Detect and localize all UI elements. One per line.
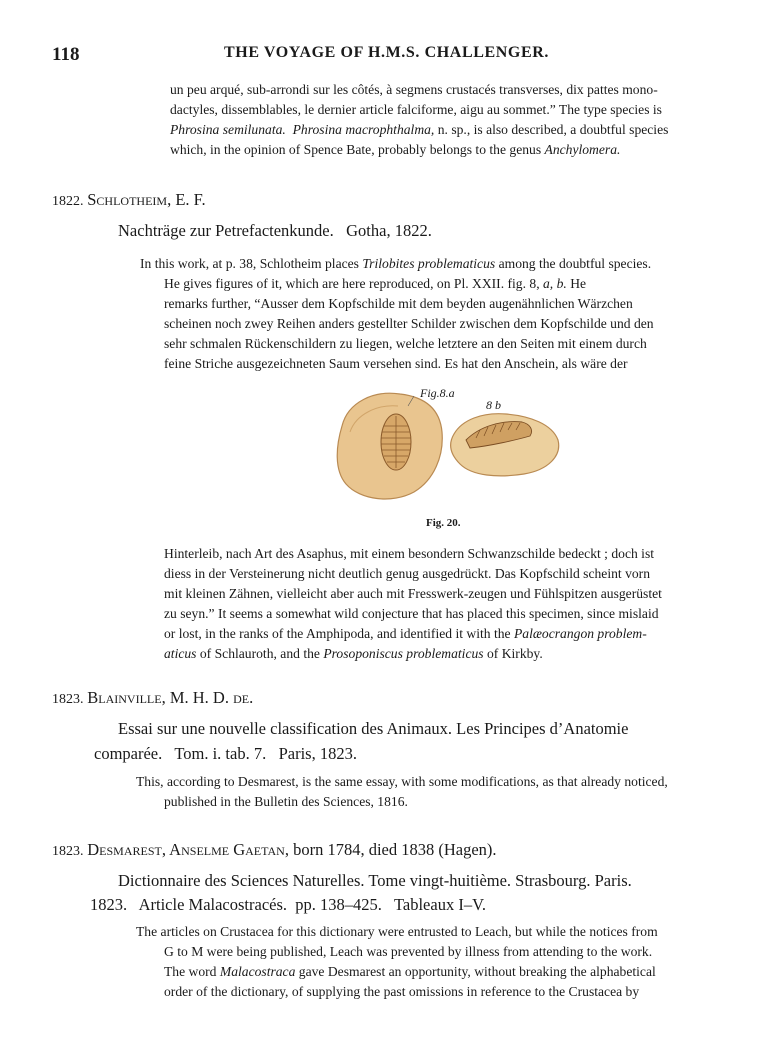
text-span: among the doubtful species. bbox=[495, 256, 652, 271]
entry-title bbox=[118, 716, 724, 741]
entry-author: Blainville, M. H. D. de. bbox=[87, 688, 254, 707]
text-line bbox=[164, 962, 726, 982]
text-span: which, in the opinion of Spence Bate, probably belongs to the genus bbox=[170, 142, 545, 157]
text-line: The articles on Crustacea for this dictionary were entrusted to Leach, but while the notices from bbox=[136, 924, 658, 939]
text-line: G to M were being published, Leach was prevented by illness from attending to the work. bbox=[164, 944, 653, 959]
text-line: feine Striche ausgezeichneten Saum versehen sind. Es hat den Anschein, als wäre der bbox=[164, 356, 628, 371]
text-line: un peu arqué, sub-arrondi sur les côtés, à segmens crustacés transverses, dix pattes mono- bbox=[170, 82, 658, 97]
entry-note-cont bbox=[164, 942, 726, 1002]
entry-title-cont: 1823. Article Malacostracés. pp. 138–425. Tableaux I–V. bbox=[90, 895, 486, 914]
entry-note bbox=[136, 922, 726, 942]
text-line bbox=[140, 254, 724, 274]
italic-text: Phrosina macrophthalma, bbox=[292, 122, 435, 137]
intro-paragraph bbox=[170, 80, 724, 160]
text-line bbox=[170, 140, 724, 160]
text-line: remarks further, “Ausser dem Kopfschilde mit dem beyden augenähnlichen Wärzchen bbox=[164, 296, 633, 311]
entry-author-dates: born 1784, died 1838 (Hagen). bbox=[288, 840, 497, 859]
text-span: of Schlauroth, and the bbox=[196, 646, 324, 661]
entry-heading-1823-desmarest bbox=[52, 840, 497, 860]
text-span: n. sp., is also described, a doubtful species bbox=[434, 122, 669, 137]
page-number: 118 bbox=[52, 44, 80, 65]
entry-author: Desmarest, Anselme Gaetan, bbox=[87, 840, 289, 859]
text-span: He bbox=[566, 276, 587, 291]
entry-paragraph-cont bbox=[164, 274, 724, 374]
text-line bbox=[164, 624, 724, 644]
entry-heading-1823-blainville bbox=[52, 688, 253, 708]
text-line: diess in der Versteinerung nicht deutlich genug ausgedrückt. Das Kopfschild scheint vorn bbox=[164, 566, 650, 581]
text-line bbox=[164, 274, 724, 294]
entry-heading-1822 bbox=[52, 190, 206, 210]
italic-text: aticus bbox=[164, 646, 197, 661]
running-title: THE VOYAGE OF H.M.S. CHALLENGER. bbox=[224, 44, 550, 61]
italic-text: Prosoponiscus problematicus bbox=[323, 646, 484, 661]
italic-text: Palæocrangon problem- bbox=[513, 626, 647, 641]
text-line: This, according to Desmarest, is the same essay, with some modifications, as that already noticed, bbox=[136, 774, 668, 789]
text-line bbox=[164, 644, 724, 664]
text-span: He gives figures of it, which are here reproduced, on Pl. XXII. fig. 8, bbox=[164, 276, 543, 291]
text-span: The word bbox=[164, 964, 220, 979]
entry-note-cont: published in the Bulletin des Sciences, 1816. bbox=[164, 794, 408, 809]
figure-20 bbox=[330, 380, 570, 510]
text-line: dactyles, dissemblables, le dernier article falciforme, aigu au sommet.” The type species is bbox=[170, 102, 662, 117]
text-line: order of the dictionary, of supplying the past omissions in reference to the Crustacea by bbox=[164, 984, 640, 999]
entry-title: Nachträge zur Petrefactenkunde. Gotha, 1822. bbox=[118, 221, 432, 240]
figure-label-b: 8 b bbox=[486, 398, 501, 412]
text-line: sehr schmalen Rückenschildern zu liegen, welche letztere an den Seiten mit einem durch bbox=[164, 336, 647, 351]
entry-title bbox=[118, 868, 724, 893]
italic-text: Trilobites problematicus bbox=[362, 256, 496, 271]
entry-paragraph bbox=[140, 254, 724, 274]
italic-text: a, b. bbox=[543, 276, 567, 291]
italic-text: Anchylomera. bbox=[544, 142, 621, 157]
text-line bbox=[170, 120, 724, 140]
italic-text: Malacostraca bbox=[219, 964, 296, 979]
entry-author: Schlotheim, E. F. bbox=[87, 190, 206, 209]
entry-year: 1822. bbox=[52, 194, 84, 209]
text-line: Dictionnaire des Sciences Naturelles. Tome vingt-huitième. Strasbourg. Paris. bbox=[118, 871, 632, 890]
text-line: zu seyn.” It seems a somewhat wild conjecture that has placed this specimen, since mislaid bbox=[164, 606, 659, 621]
text-line: scheinen noch zwey Reihen anders gestellter Schilder zwischen dem Kopfschilde und den bbox=[164, 316, 654, 331]
figure-label-a: Fig.8.a bbox=[420, 386, 455, 400]
text-line: Essai sur une nouvelle classification des Animaux. Les Principes d’Anatomie bbox=[118, 719, 629, 738]
entry-note bbox=[136, 772, 726, 792]
figure-caption: Fig. 20. bbox=[426, 517, 461, 529]
text-line: Hinterleib, nach Art des Asaphus, mit einem besondern Schwanzschilde bedeckt ; doch ist bbox=[164, 546, 655, 561]
entry-year: 1823. bbox=[52, 844, 84, 859]
text-span: of Kirkby. bbox=[483, 646, 543, 661]
text-span: gave Desmarest an opportunity, without breaking the alphabetical bbox=[295, 964, 656, 979]
entry-year: 1823. bbox=[52, 692, 84, 707]
entry-title-cont: comparée. Tom. i. tab. 7. Paris, 1823. bbox=[94, 744, 357, 763]
entry-paragraph-2 bbox=[164, 544, 724, 664]
text-span: or lost, in the ranks of the Amphipoda, and identified it with the bbox=[164, 626, 514, 641]
text-span: In this work, at p. 38, Schlotheim places bbox=[140, 256, 363, 271]
text-line: mit kleinen Zähnen, vielleicht aber auch mit Fresswerk-zeugen und Fühlspitzen ausgerüstet bbox=[164, 586, 662, 601]
italic-text: Phrosina semilunata. bbox=[170, 122, 286, 137]
